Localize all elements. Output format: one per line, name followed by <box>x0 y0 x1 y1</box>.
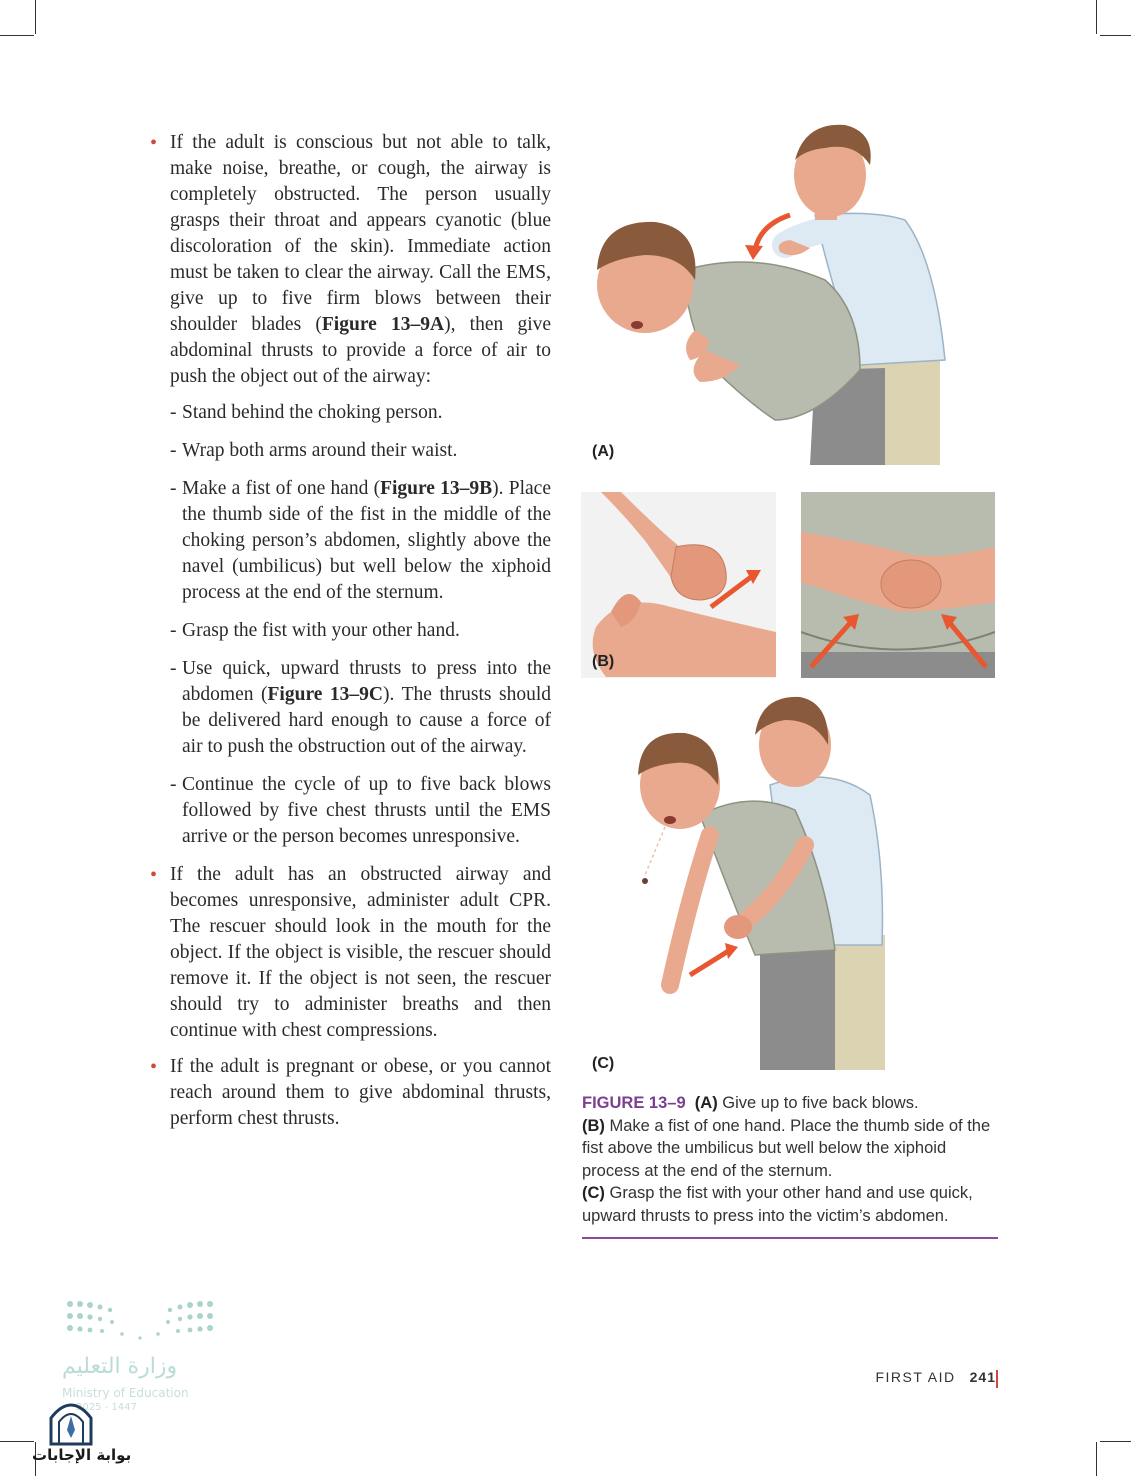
ministry-dots-emblem <box>60 1298 260 1348</box>
crop-mark-bottom-right-h <box>1100 1441 1131 1442</box>
step-continue-cycle: - Continue the cycle of up to five back blows followed by five chest thrusts until the EMS arrive or the person becomes unresponsive. <box>170 774 551 847</box>
footer-section: FIRST AID <box>875 1369 956 1385</box>
bullet-conscious-obstructed: • If the adult is conscious but not able to talk, make noise, breathe, or cough, the airway is completely obstructed. The person usually grasps their throat and appears cyanotic (blue discoloration of the skin). Immediate action must be taken to clear the airway. Call the EMS, give up to five firm blows between their shoulder blades (Figure 13–9A), then give abdominal thrusts to provide a force of air to push the object out of the airway: <box>150 130 551 390</box>
body-text-column <box>150 130 551 1142</box>
page-number: 241 <box>969 1369 996 1385</box>
bullet-unresponsive: • If the adult has an obstructed airway and becomes unresponsive, administer adult CPR. The rescuer should look in the mouth for the object. If the object is visible, the rescuer should remove it. If the object is not seen, the rescuer should try to administer breaths and then continue with chest compressions. <box>150 862 551 1044</box>
page-footer <box>875 1369 996 1385</box>
step-wrap-arms: - Wrap both arms around their waist. <box>170 440 458 461</box>
footer-accent-bar <box>996 1370 998 1388</box>
crop-mark-bottom-left-h <box>0 1441 34 1442</box>
crop-mark-top-left-h <box>0 35 34 36</box>
step-grasp-fist: - Grasp the fist with your other hand. <box>170 620 460 641</box>
answers-gate-label: بوابة الإجابات <box>32 1446 132 1464</box>
caption-rule <box>582 1237 998 1239</box>
crop-mark-top-left-v <box>35 0 36 34</box>
ministry-year: 2025 - 1447 <box>76 1402 137 1413</box>
ministry-name-arabic: وزارة التعليم <box>62 1354 178 1379</box>
step-upward-thrusts: - Use quick, upward thrusts to press into the abdomen (Figure 13–9C). The thrusts should be delivered hard enough to cause a force of air to push the obstruction out of the airway. <box>170 658 551 757</box>
crop-mark-top-right-v <box>1096 0 1097 34</box>
figure-13-9b-fist-illustration <box>581 492 776 678</box>
bullet-pregnant-obese: • If the adult is pregnant or obese, or you cannot reach around them to give abdominal thrusts, perform chest thrusts. <box>150 1054 551 1132</box>
figure-number: FIGURE 13–9 <box>582 1094 686 1112</box>
panel-label-c: (C) <box>592 1055 615 1072</box>
crop-mark-top-right-h <box>1100 35 1131 36</box>
figure-ref-c: Figure 13–9C <box>267 684 384 705</box>
ministry-logo-watermark <box>32 1298 240 1468</box>
answers-gate-emblem <box>46 1396 96 1446</box>
crop-mark-bottom-right-v <box>1096 1442 1097 1476</box>
figure-13-9b-abdomen-illustration <box>801 492 995 678</box>
figure-ref-a: Figure 13–9A <box>321 314 445 335</box>
ministry-name-english: Ministry of Education <box>62 1386 189 1400</box>
figure-ref-b: Figure 13–9B <box>380 478 493 499</box>
step-make-fist: - Make a fist of one hand (Figure 13–9B). Place the thumb side of the fist in the middle of the choking person’s abdomen, slightly above the navel (umbilicus) but well below the xiphoid process at the end of the sternum. <box>170 478 551 603</box>
figure-13-9c-illustration <box>630 695 890 1070</box>
figure-caption: FIGURE 13–9 (A) Give up to five back blows. (B) Make a fist of one hand. Place the thumb side of the fist above the umbilicus but well below the xiphoid process at the end of the sternum. (C) Grasp the fist with your other hand and use quick, upward thrusts to press into the victim’s abdomen. <box>582 1094 991 1225</box>
panel-label-b: (B) <box>592 653 615 670</box>
figure-13-9a-illustration <box>585 120 965 465</box>
panel-label-a: (A) <box>592 443 615 460</box>
step-stand-behind: - Stand behind the choking person. <box>170 402 443 423</box>
